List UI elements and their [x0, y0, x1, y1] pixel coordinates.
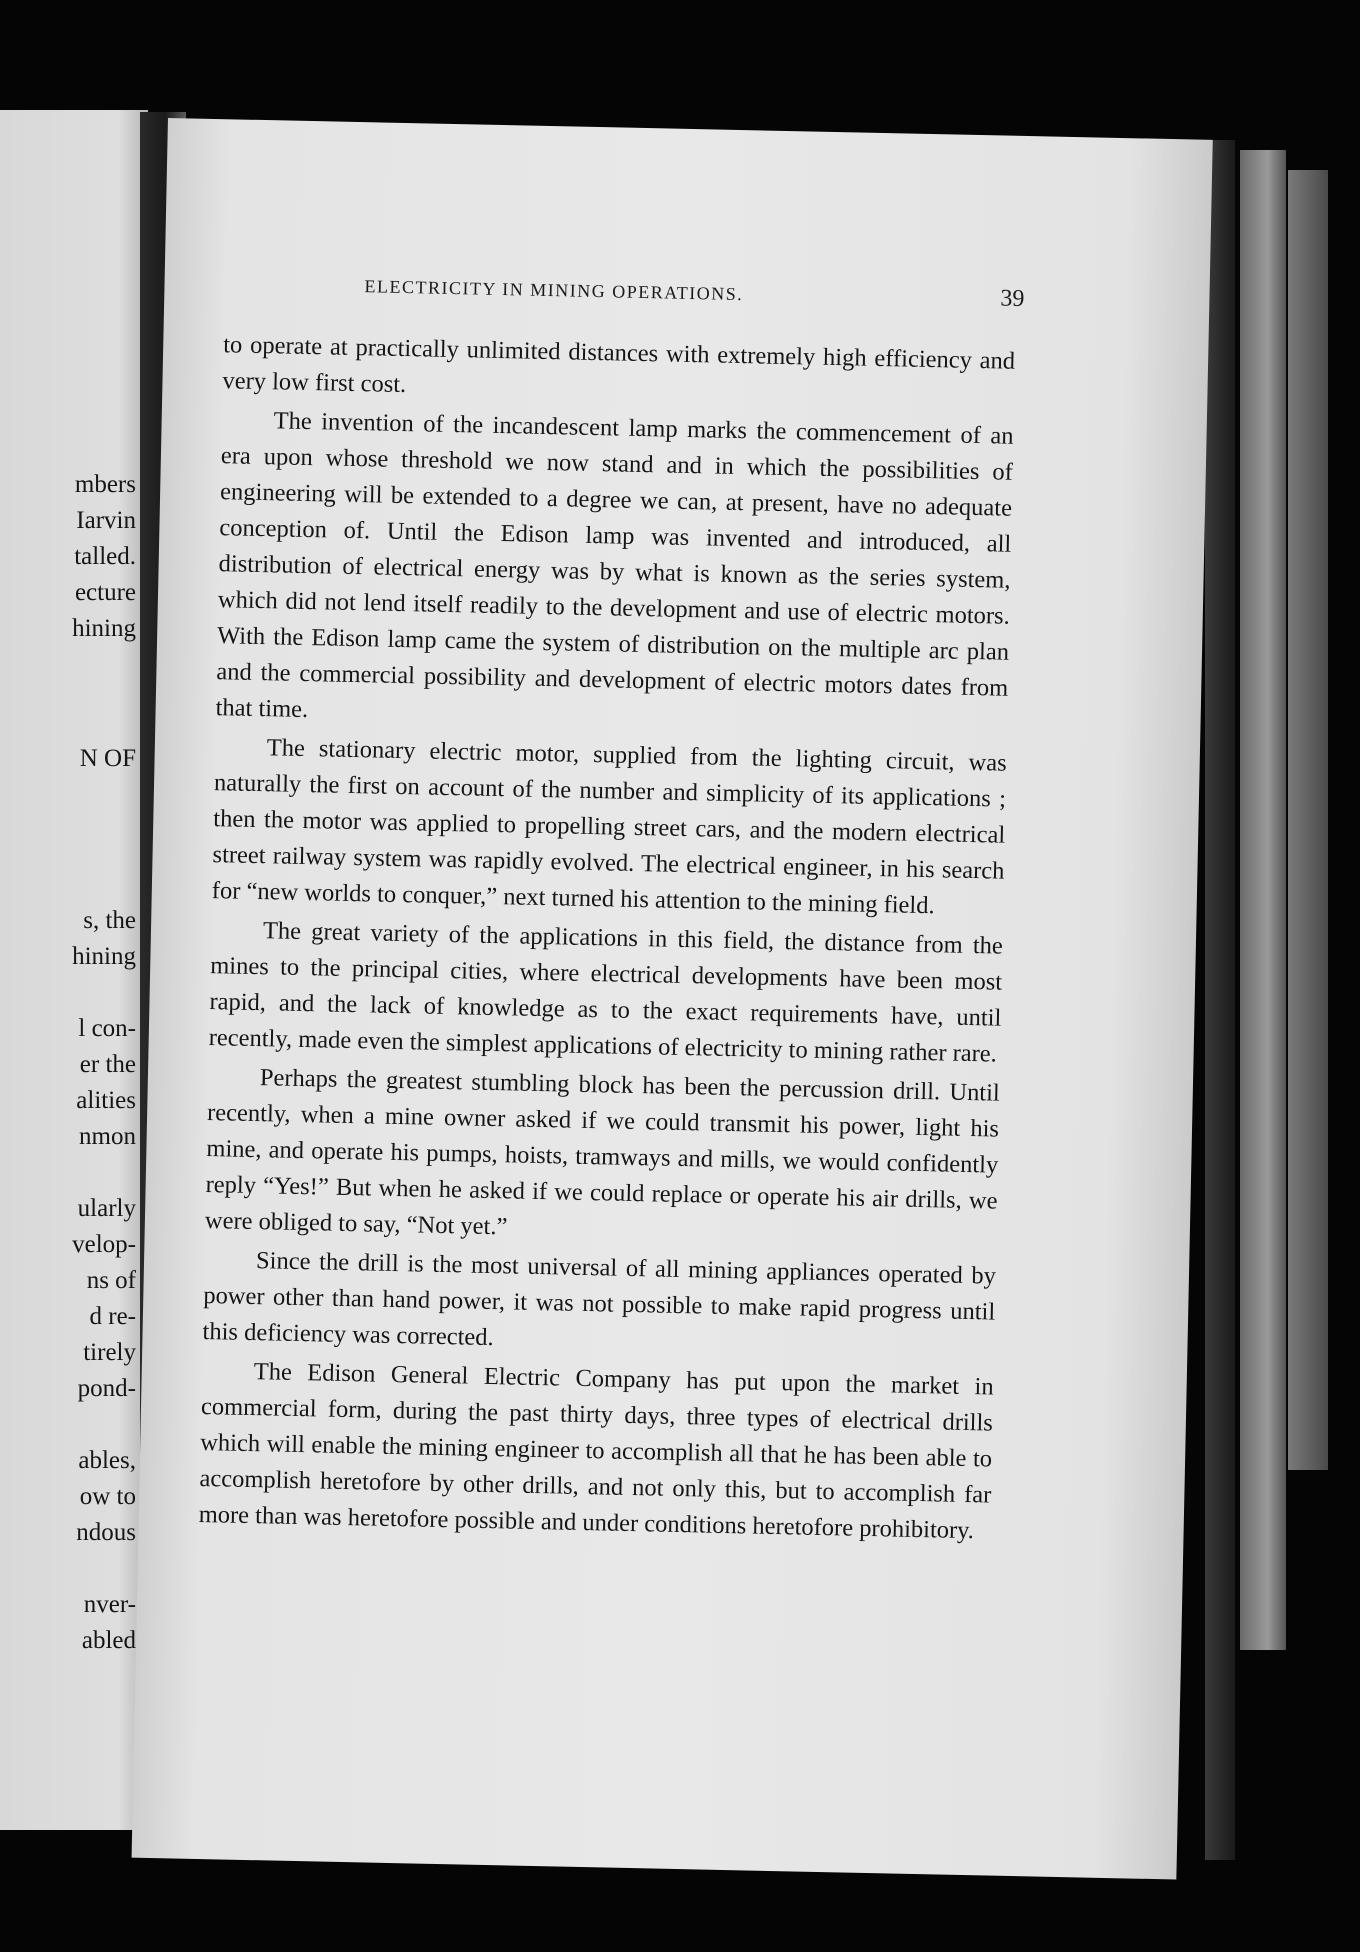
page-edge — [1205, 140, 1235, 1860]
left-page-fragment: mbers — [74, 471, 136, 498]
book-page — [132, 118, 1213, 1880]
left-page-fragment: s, the — [83, 907, 136, 934]
paragraph: to operate at practically unlimited distances with extremely high efficiency and very low first cost. — [222, 331, 1016, 399]
paragraph: The great variety of the applications in this field, the distance from the mines to the principal cities, where electrical developments have been most rapid, and the lack of knowledge as to the exact requirements have, until recently, made even the simplest applications of electricity to mining rather rare. — [208, 917, 1004, 1068]
left-page-fragment: ndous — [76, 1519, 136, 1546]
paragraph: Perhaps the greatest stumbling block has been the percussion drill. Until recently, when a mine owner asked if we could transmit his power, light his mine, and operate his pumps, hoists, tramways and mills, we would confidently reply “Yes!” But when he asked if we could replace or operate his air drills, we were obliged to say, “Not yet.” — [204, 1064, 1001, 1241]
left-page-fragment: hining — [72, 615, 136, 642]
left-page-fragment: Iarvin — [76, 507, 136, 534]
paragraph: The stationary electric motor, supplied from the lighting circuit, was naturally the first on account of the number and simplicity of its applications ; then the motor was applied to propelling street cars, and the modern electrical street railway system was rapidly evolved. The electrical engineer, in his search for “new worlds to conquer,” next turned his attention to the mining field. — [211, 734, 1007, 920]
paragraph: The Edison General Electric Company has put upon the market in commercial form, during the past thirty days, three types of electrical drills which will enable the mining engineer to accomplish all that he has been able to accomplish heretofore by other drills, and not only this, but to accomplish far more than was heretofore possible and under conditions heretofore prohibitory. — [198, 1358, 994, 1545]
left-page-fragment: er the — [79, 1051, 136, 1078]
left-page-fragment: d re- — [89, 1303, 136, 1330]
left-page-fragment: nmon — [79, 1123, 136, 1150]
page-edge — [1288, 170, 1328, 1470]
left-page-fragment: nver- — [83, 1591, 136, 1618]
page-edge — [1240, 150, 1286, 1650]
left-page-fragment: ularly — [77, 1195, 136, 1222]
left-page-fragment: ow to — [79, 1483, 136, 1510]
left-page-fragment: N OF — [79, 745, 136, 772]
left-page-fragment: pond- — [77, 1375, 136, 1402]
left-page-fragment: ecture — [74, 579, 136, 606]
left-page-fragment: ns of — [86, 1267, 136, 1294]
left-page-fragment: ables, — [78, 1447, 136, 1474]
left-page-fragment: tirely — [83, 1339, 136, 1366]
left-page-fragment: alities — [76, 1087, 136, 1114]
page-number: 39 — [1000, 285, 1025, 312]
left-page-fragment: l con- — [78, 1015, 136, 1042]
running-head: ELECTRICITY IN MINING OPERATIONS. — [364, 276, 744, 305]
page-header — [364, 272, 1024, 313]
left-page — [0, 110, 148, 1830]
left-page-fragment: hining — [72, 943, 136, 970]
left-page-fragment: abled — [81, 1627, 136, 1654]
left-page-fragment: talled. — [74, 543, 136, 570]
paragraph: The invention of the incandescent lamp marks the commencement of an era upon whose threshold we now stand and in which the possibilities of engineering will be extended to a degree we can, at present, have no adequate conception of. Until the Edison lamp was invented and introduced, all distribution of electrical energy was by what is known as the series system, which did not lend itself readily to the development and use of electric motors. With the Edison lamp came the system of distribution on the multiple arc plan and the commercial possibility and development of electric motors dates from that time. — [215, 407, 1014, 724]
paragraph: Since the drill is the most universal of all mining appliances operated by power other than hand power, it was not possible to make rapid progress until this deficiency was corrected. — [202, 1247, 997, 1352]
left-page-fragment: velop- — [72, 1231, 136, 1258]
page-body — [198, 327, 1015, 1552]
